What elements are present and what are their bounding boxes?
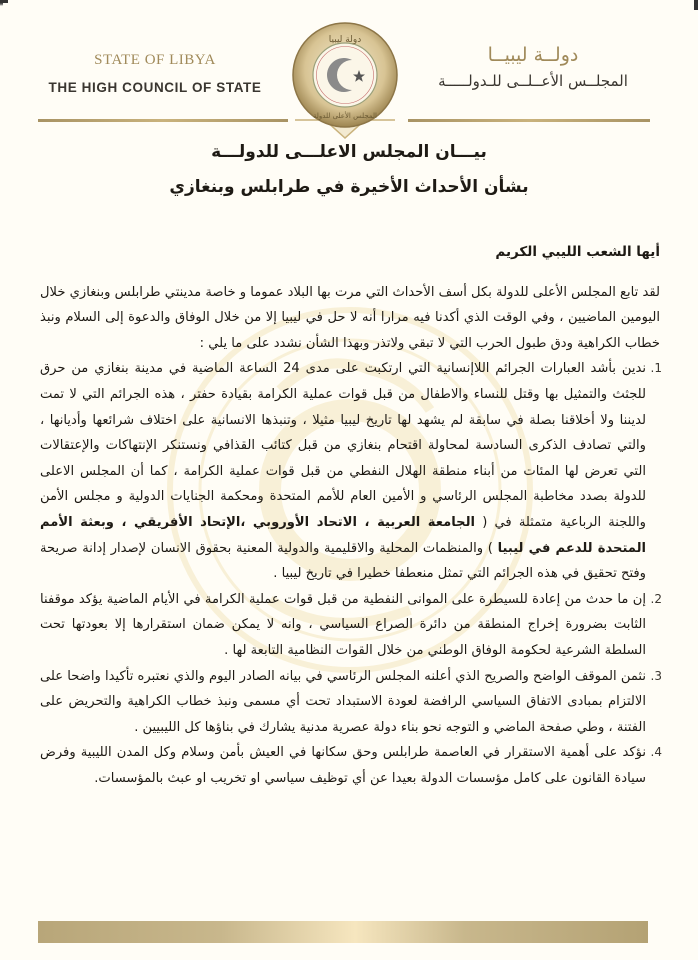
letterhead xyxy=(0,0,698,140)
letterhead-arabic xyxy=(418,44,648,90)
header-rule-right xyxy=(408,119,650,122)
statement-subtitle: بشأن الأحداث الأخيرة في طرابلس وبنغازي xyxy=(169,177,529,197)
point-item xyxy=(40,664,662,741)
intro-paragraph: لقد تابع المجلس الأعلى للدولة بكل أسف الأحداث التي مرت بها البلاد عموما و خاصة مدينتي طرابلس وبنغازي خلال اليومين الماضيين ، وفي الوقت الذي أكدنا فيه مرارا أنه لا حل في ليبيا إلا من خلال الوفاق والدعوة إلى السلام ونبذ خطاب الكراهية ودق طبول الحرب التي لا تبقي ولاتذر وبهذا الشأن نشدد على ما يلي : xyxy=(40,284,660,351)
point-text: نثمن الموقف الواضح والصريح الذي أعلنه المجلس الرئاسي في بيانه الصادر اليوم والذي نعتبره تأكيدا واضحا على الالتزام بمبادى الاتفاق السياسي الرافضة لعودة الاستبداد تحت أي مسمى ونبذ خطاب الكراهية والتحريض على الفتنة ، وطي صفحة الماضي و التوجه نحو بناء دولة عصرية مدنية يشارك في بناؤها كل الليبيين . xyxy=(40,668,646,735)
point-text: نؤكد على أهمية الاستقرار في العاصمة طرابلس وحق سكانها في العيش بأمن وسلام وكل المدن الليبية وفرض سيادة القانون على كامل مؤسسات الدولة بعيدا عن أي توظيف سياسي او تخريب او عبث بالمؤسسات. xyxy=(40,745,646,786)
points-list xyxy=(40,356,660,791)
point-number: 4. xyxy=(650,745,662,760)
seal-text-top: دولة ليبيا xyxy=(328,35,362,45)
point-bold-text: الجامعة العربية ، الاتحاد الأوروبي ،الإتحاد الأفريقي ، وبعثة الأمم المتحدة للدعم في ليبيا xyxy=(40,514,646,556)
point-text: إن ما حدث من إعادة للسيطرة على الموانى النفطية من قبل قوات عملية الكرامة في الأيام الماضية يؤكد موقفنا الثابت بضرورة إخراج المنطقة من دائرة الصراع السياسي ، وانه لا يمكن ضمان استقرارها إلا بعودتها تحت السلطة الشرعية لحكومة الوفاق الوطني من خلال القوات النظامية التابعة لها . xyxy=(40,591,646,658)
point-item xyxy=(40,356,662,586)
point-item xyxy=(40,587,662,664)
letterhead-english xyxy=(40,52,270,95)
point-number: 2. xyxy=(650,591,662,606)
seal-icon xyxy=(285,20,405,140)
seal-text-bottom: المجلس الأعلى للدولة xyxy=(313,112,377,120)
greeting: أيها الشعب الليبي الكريم xyxy=(495,244,660,260)
statement-title: بيـــان المجلس الاعلـــى للدولـــة xyxy=(211,142,487,162)
point-number: 1. xyxy=(650,361,662,376)
state-name-ar: دولــة ليبيــا xyxy=(487,44,579,66)
point-number: 3. xyxy=(650,668,662,683)
point-text: ندين بأشد العبارات الجرائم اللاإنسانية التي ارتكبت على مدى 24 الساعة الماضية في مدينة بنغازي من حرق للجثث والتمثيل بها وقتل للنساء والاطفال من قبل قوات عملية الكرامة بقيادة حفتر ، هذه الجرائم التي لا تمت لديننا ولا أخلاقنا بصلة في سابقة لم يشهد لها تاريخ ليبيا مثيلا ، وتنبذها الانسانية على اختلاف شرائعها وأديانها ، والتي تصادف الذكرى السادسة لمحاولة اقتحام بنغازي من قبل كتائب القذافي ونستنكر الإنتهاكات والإعتقالات التي تعرض لها المئات من أبناء منطقة الهلال النفطي من قبل قوات عملية الكرامة ، كما أن المجلس الاعلى للدولة بصدد مخاطبة المجلس الرئاسي و الأمين العام للأمم المتحدة ومحكمة الجنايات الدولية و مجلس الأمن واللجنة الرباعية متمثلة في ( xyxy=(40,361,646,530)
point-item xyxy=(40,740,662,791)
point-text-after: ) والمنظمات المحلية والاقليمية والدولية المعنية بحقوق الانسان لإصدار إدانة صريحة وفتح تحقيق في هذه الجرائم التي تمثل منعطفا خطيرا في تاريخ ليبيا . xyxy=(40,540,646,582)
council-name-ar: المجلــس الأعــلــى للـدولـــــة xyxy=(438,72,628,90)
statement-body xyxy=(40,240,660,791)
state-name-en: STATE OF LIBYA xyxy=(94,52,216,68)
footer-gold-bar xyxy=(38,921,648,943)
council-seal xyxy=(285,20,405,140)
header-rule-left xyxy=(38,119,288,122)
council-name-en: THE HIGH COUNCIL OF STATE xyxy=(48,80,262,95)
